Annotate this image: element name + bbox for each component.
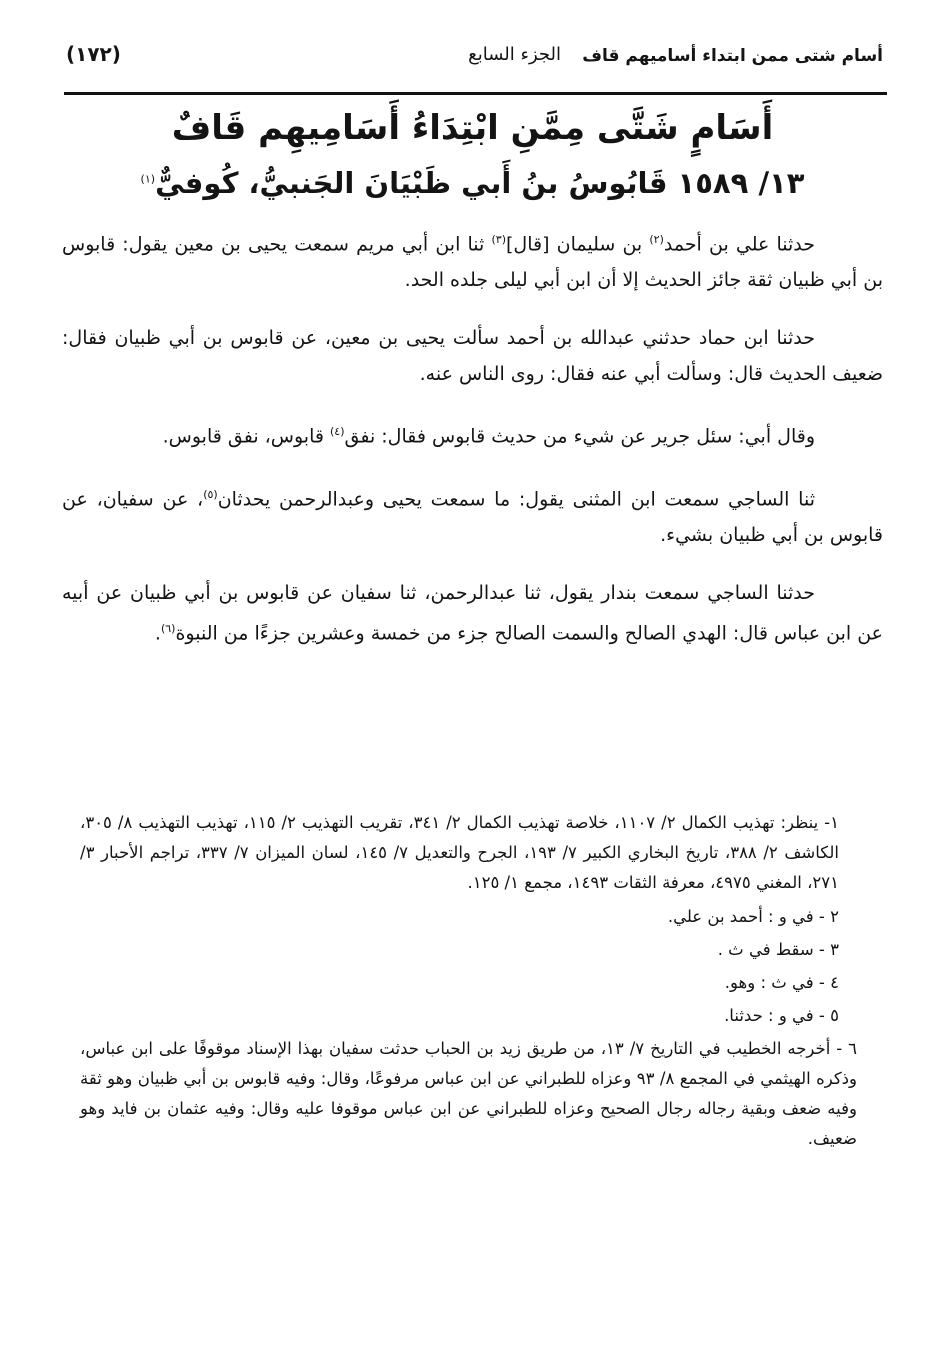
paragraph-text: حدثنا علي بن أحمد xyxy=(663,233,816,256)
footnotes xyxy=(80,808,857,1158)
running-header xyxy=(66,42,883,82)
paragraph-2 xyxy=(62,320,883,392)
page-number: (١٧٢) xyxy=(66,42,121,66)
main-text xyxy=(62,222,883,673)
header-part-label: الجزء السابع xyxy=(468,44,561,65)
paragraph-5 xyxy=(62,575,883,651)
paragraph-text: حدثنا الساجي سمعت بندار يقول، ثنا عبدالرحمن، ثنا سفيان عن قابوس بن أبي ظبيان عن أبيه عن ابن عباس قال: الهدي الصالح والسمت الصالح جزء من خمسة وعشرين جزءًا من النبوة xyxy=(62,581,883,645)
paragraph-text: وقال أبي: سئل جرير عن شيء من حديث قابوس فقال: نفق xyxy=(344,425,815,448)
footnote-3: ٣ - سقط في ث . xyxy=(717,940,839,959)
footnote-ref: (٣) xyxy=(491,233,506,246)
paragraph-1 xyxy=(62,222,883,298)
paragraph-3 xyxy=(62,414,883,454)
paragraph-text: ثنا الساجي سمعت ابن المثنى يقول: ما سمعت يحيى وعبدالرحمن يحدثان xyxy=(217,487,815,510)
entry-title-text: ١٣/ ١٥٨٩ قَابُوسُ بنُ أَبي ظَبْيَانَ الجَنبيُّ، كُوفيٌّ xyxy=(155,166,805,200)
footnote-ref: (١) xyxy=(140,172,156,186)
footnote-ref: (٥) xyxy=(203,487,218,501)
footnote-5: ٥ - في و : حدثنا. xyxy=(724,1006,839,1025)
paragraph-text: ، عن سفيان، عن قابوس بن أبي ظبيان بشيء. xyxy=(62,487,883,546)
paragraph-text: قابوس، نفق قابوس. xyxy=(162,425,330,448)
chapter-title: أَسَامٍ شَتَّى مِمَّنِ ابْتِدَاءُ أَسَامِيهِم قَافٌ xyxy=(171,108,774,148)
footnote-2: ٢ - في و : أحمد بن علي. xyxy=(667,907,839,926)
paragraph-4 xyxy=(62,477,883,553)
paragraph-text: ثنا ابن أبي مريم سمعت يحيى بن معين يقول: قابوس بن أبي ظبيان ثقة جائز الحديث إلا أن ابن أبي ليلى جلده الحد. xyxy=(62,233,883,292)
paragraph-text: . xyxy=(154,622,161,645)
paragraph-text: حدثنا ابن حماد حدثني عبدالله بن أحمد سألت يحيى بن معين، عن قابوس بن أبي ظبيان فقال: ضعيف الحديث قال: وسألت أبي عنه فقال: روى الناس عنه. xyxy=(62,327,883,386)
header-rule xyxy=(64,92,887,95)
footnote-ref: (٦) xyxy=(160,621,176,635)
footnote-6: ٦ - أخرجه الخطيب في التاريخ ٧/ ١٣، من طريق زيد بن الحباب حدثت سفيان بهذا الإسناد موقوفًا على ابن عباس، وذكره الهيثمي في المجمع ٨/ ٩٣ وعزاه للطبراني عن ابن عباس مرفوعًا، وقال: وفيه قابوس بن أبي ظبيان وهو ثقة وفيه ضعف وبقية رجاله رجال الصحيح وعزاه للطبراني عن ابن عباس موقوفا عليه وقال: وفيه عثمان بن فايد وهو ضعيف. xyxy=(80,1039,857,1148)
footnote-4: ٤ - في ث : وهو. xyxy=(724,973,839,992)
footnote-1: ١- ينظر: تهذيب الكمال ٢/ ١١٠٧، خلاصة تهذيب الكمال ٢/ ٣٤١، تقريب التهذيب ٢/ ١١٥، تهذيب التهذيب ٨/ ٣٠٥، الكاشف ٢/ ٣٨٨، تاريخ البخاري الكبير ٧/ ١٩٣، الجرح والتعديل ٧/ ١٤٥، لسان الميزان ٧/ ٣٣٧، تراجم الأحبار ٣/ ٢٧١، المغني ٤٩٧٥، معرفة الثقات ١٤٩٣، مجمع ١/ ١٢٥. xyxy=(80,813,840,892)
header-title: أسام شتى ممن ابتداء أساميهم قاف xyxy=(582,46,883,66)
footnote-ref: (٢) xyxy=(649,233,664,246)
entry-title xyxy=(60,166,885,200)
paragraph-text: بن سليمان [قال] xyxy=(506,233,650,256)
footnote-ref: (٤) xyxy=(329,425,345,439)
